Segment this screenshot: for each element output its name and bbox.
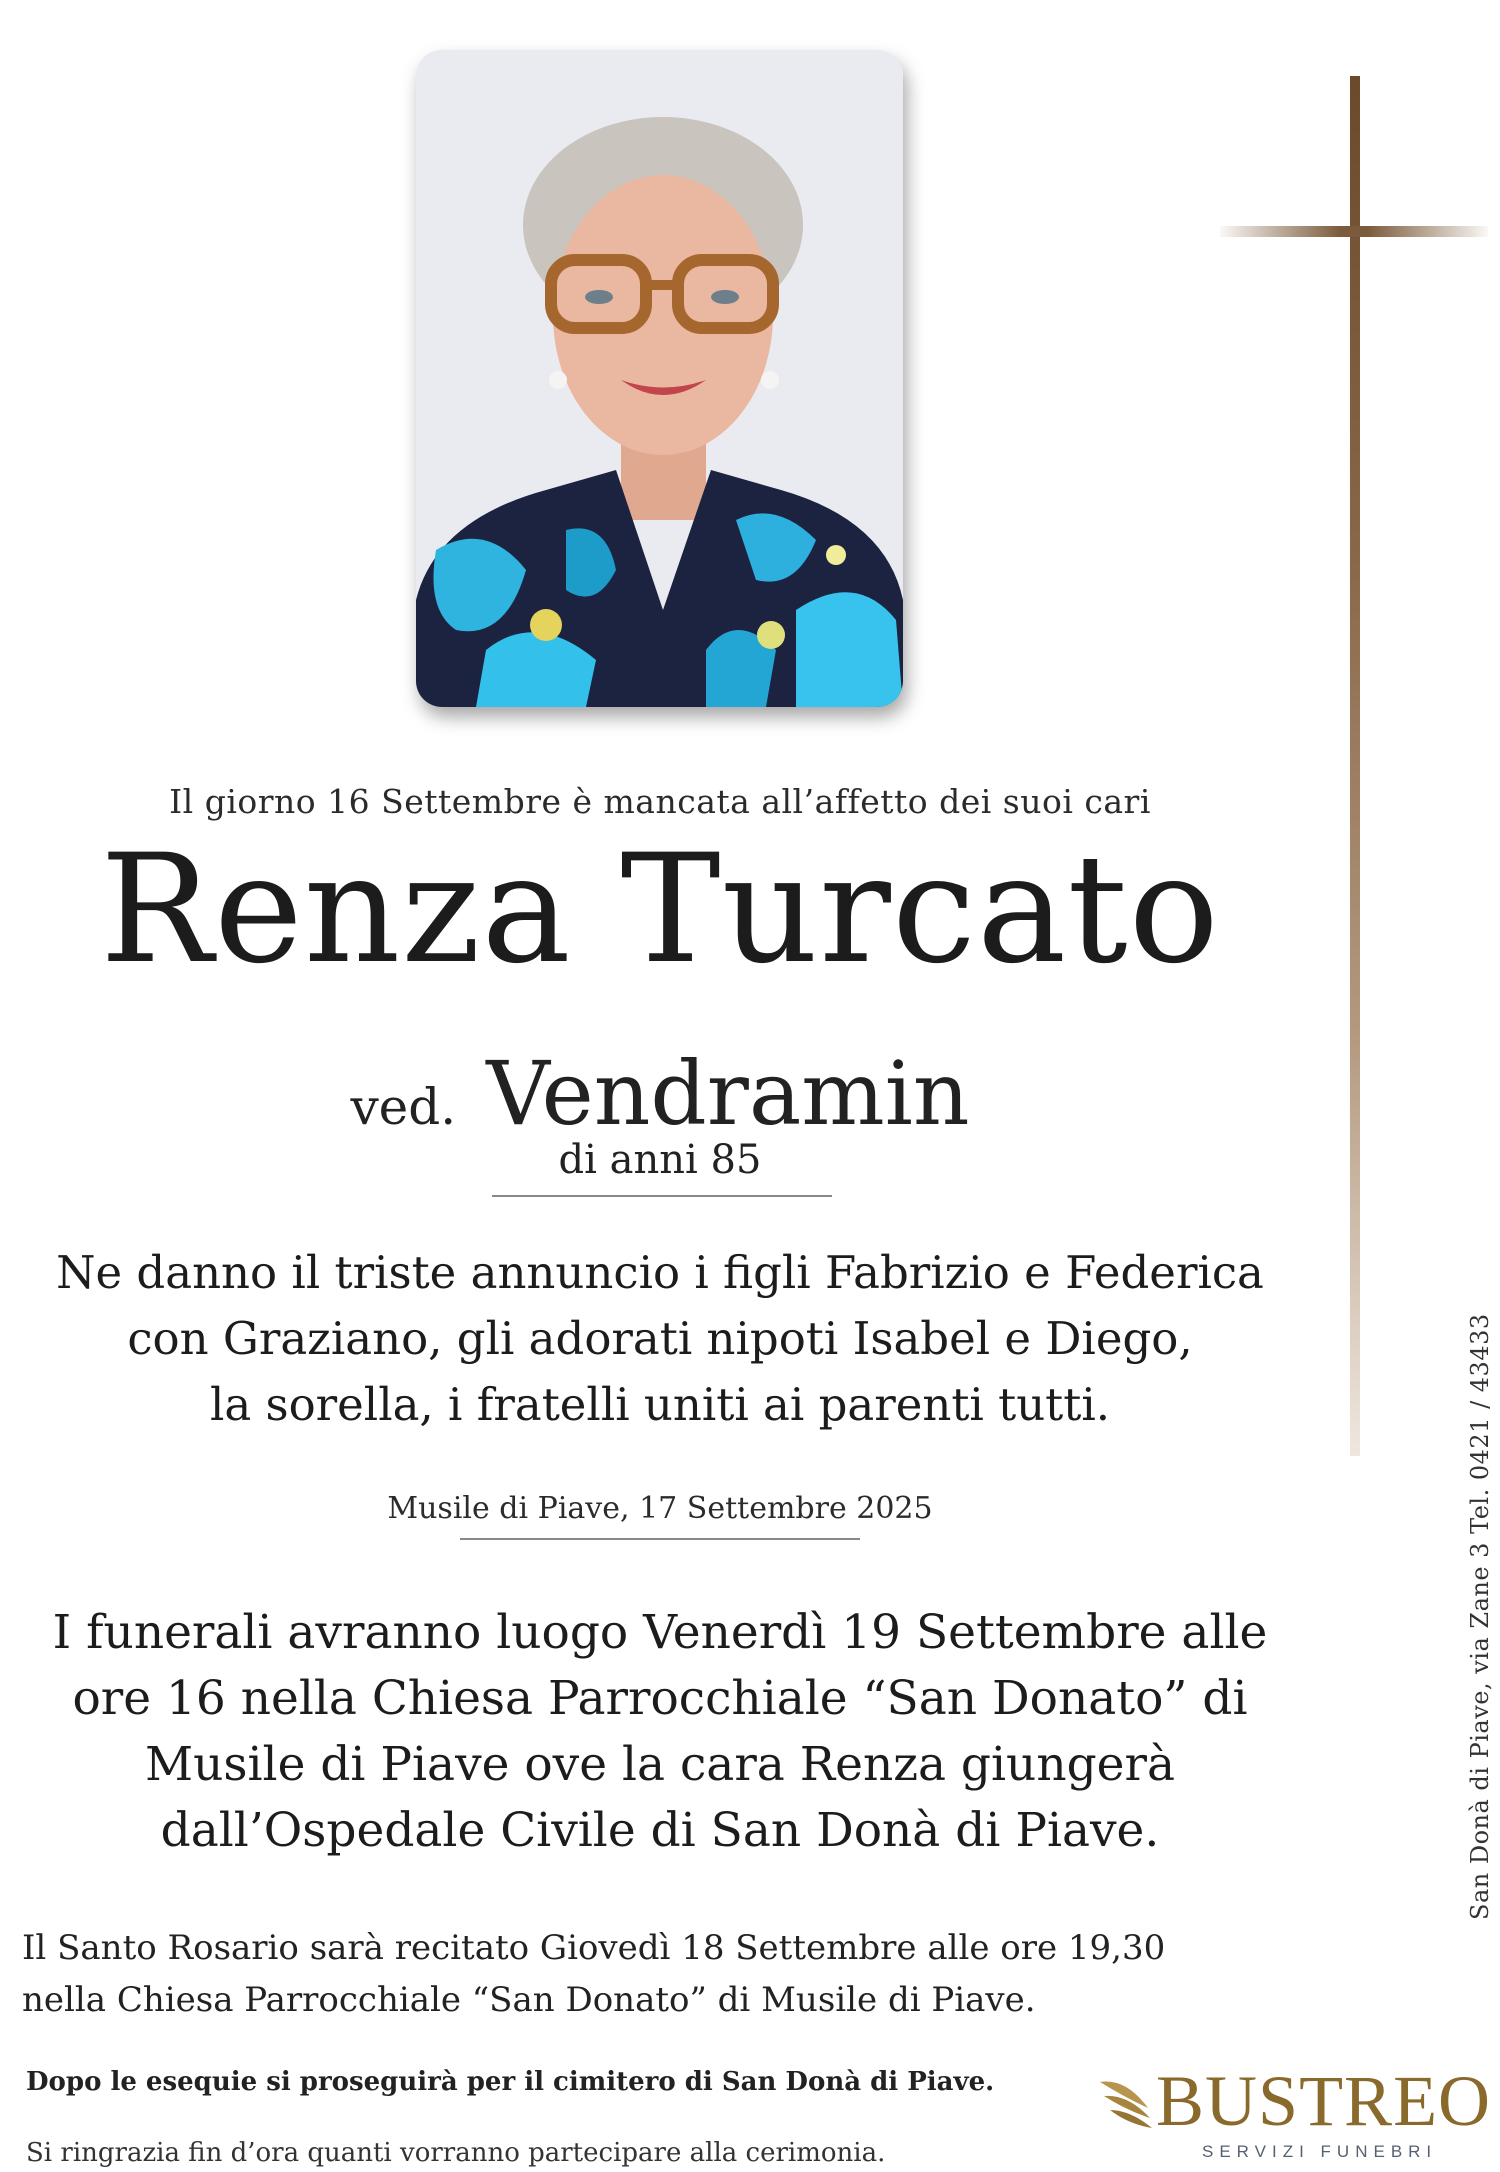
burial-note: Dopo le esequie si proseguirà per il cimitero di San Donà di Piave. [26,2067,995,2097]
age-line: di anni 85 [558,1137,762,1183]
divider [460,1538,860,1540]
funeral-line: Musile di Piave ove la cara Renza giungerà [145,1737,1175,1792]
funeral-info [0,1600,1320,1864]
logo-tagline: SERVIZI FUNEBRI [1202,2142,1438,2161]
rosary-line: nella Chiesa Parrocchiale “San Donato” di Musile di Piave. [22,1980,1036,2020]
widow-prefix: ved. [350,1078,457,1136]
announcement-line: la sorella, i fratelli uniti ai parenti tutti. [209,1378,1111,1431]
funeral-home-logo [1096,2060,1496,2170]
cross-icon [1350,76,1360,1456]
announcement-line: con Graziano, gli adorati nipoti Isabel e Diego, [127,1312,1193,1365]
funeral-line: ore 16 nella Chiesa Parrocchiale “San Donato” di [72,1671,1248,1726]
place-date: Musile di Piave, 17 Settembre 2025 [387,1491,933,1526]
rosary-info [22,1922,1165,2026]
funeral-home-contact: San Donà di Piave, via Zane 3 Tel. 0421 / 43433 [1466,1313,1494,1920]
intro-line: Il giorno 16 Settembre è mancata all’affetto dei suoi cari [169,782,1151,821]
portrait-photo [416,50,903,707]
cross-bar [1220,226,1488,237]
funeral-line: dall’Ospedale Civile di San Donà di Piave. [160,1803,1160,1858]
rosary-line: Il Santo Rosario sarà recitato Giovedì 18 Settembre alle ore 19,30 [22,1928,1166,1968]
thanks-note: Si ringrazia fin d’ora quanti vorranno partecipare alla cerimonia. [26,2138,886,2168]
announcement [0,1240,1320,1438]
widow-line [0,1042,1320,1145]
announcement-line: Ne danno il triste annuncio i figli Fabrizio e Federica [56,1246,1264,1299]
logo-name: BUSTREO [1156,2061,1492,2141]
widow-surname: Vendramin [486,1042,970,1145]
funeral-line: I funerali avranno luogo Venerdì 19 Settembre alle [52,1605,1268,1660]
deceased-name: Renza Turcato [100,823,1220,997]
divider [492,1195,832,1197]
